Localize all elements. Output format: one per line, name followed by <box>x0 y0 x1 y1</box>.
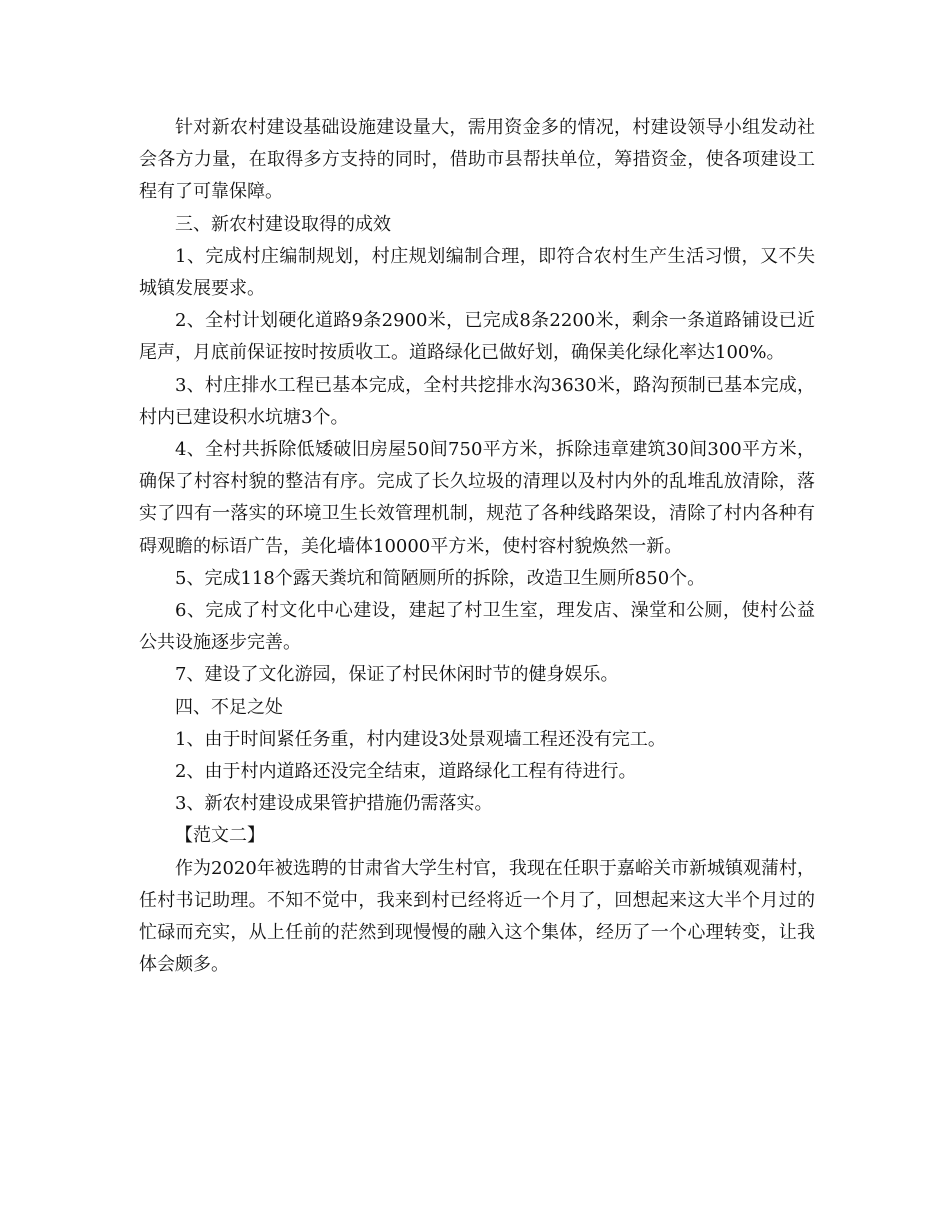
paragraph-item-1: 1、完成村庄编制规划，村庄规划编制合理，即符合农村生产生活习惯，又不失城镇发展要求。 <box>139 245 815 300</box>
paragraph-funding: 针对新农村建设基础设施建设量大，需用资金多的情况，村建设领导小组发动社会各方力量，在取得多方支持的同时，借助市县帮扶单位，筹措资金，使各项建设工程有了可靠保障。 <box>139 117 815 203</box>
paragraph-item-7: 7、建设了文化游园，保证了村民休闲时节的健身娱乐。 <box>175 664 619 686</box>
document-body <box>139 112 815 981</box>
paragraph-shortcoming-1: 1、由于时间紧任务重，村内建设3处景观墙工程还没有完工。 <box>175 728 666 750</box>
section-heading-shortcomings: 四、不足之处 <box>175 696 283 718</box>
paragraph-item-6: 6、完成了村文化中心建设，建起了村卫生室，理发店、澡堂和公厕，使村公益公共设施逐步完善。 <box>139 600 815 654</box>
paragraph-item-3: 3、村庄排水工程已基本完成，全村共挖排水沟3630米，路沟预制已基本完成，村内已建设积水坑塘3个。 <box>139 374 815 428</box>
heading-sample-two: 【范文二】 <box>175 825 265 847</box>
paragraph-shortcoming-2: 2、由于村内道路还没完全结束，道路绿化工程有待进行。 <box>175 761 637 783</box>
paragraph-shortcoming-3: 3、新农村建设成果管护措施仍需落实。 <box>175 793 493 815</box>
paragraph-item-5: 5、完成118个露天粪坑和简陋厕所的拆除，改造卫生厕所850个。 <box>175 567 706 589</box>
paragraph-item-2: 2、全村计划硬化道路9条2900米，已完成8条2200米，剩余一条道路铺设已近尾声，月底前保证按时按质收工。道路绿化已做好划，确保美化绿化率达100%。 <box>139 310 815 364</box>
paragraph-item-4: 4、全村共拆除低矮破旧房屋50间750平方米，拆除违章建筑30间300平方米，确保了村容村貌的整洁有序。完成了长久垃圾的清理以及村内外的乱堆乱放清除，落实了四有一落实的环境卫生长效管理机制，规范了各种线路架设，清除了村内各种有碍观瞻的标语广告，美化墙体10000平方米，使村容村貌焕然一新。 <box>139 439 815 557</box>
paragraph-sample-two-intro: 作为2020年被选聘的甘肃省大学生村官，我现在任职于嘉峪关市新城镇观蒲村，任村书记助理。不知不觉中，我来到村已经将近一个月了，回想起来这大半个月过的忙碌而充实，从上任前的茫然到现慢慢的融入这个集体，经历了一个心理转变，让我体会颇多。 <box>139 857 815 976</box>
section-heading-achievements: 三、新农村建设取得的成效 <box>175 213 391 235</box>
